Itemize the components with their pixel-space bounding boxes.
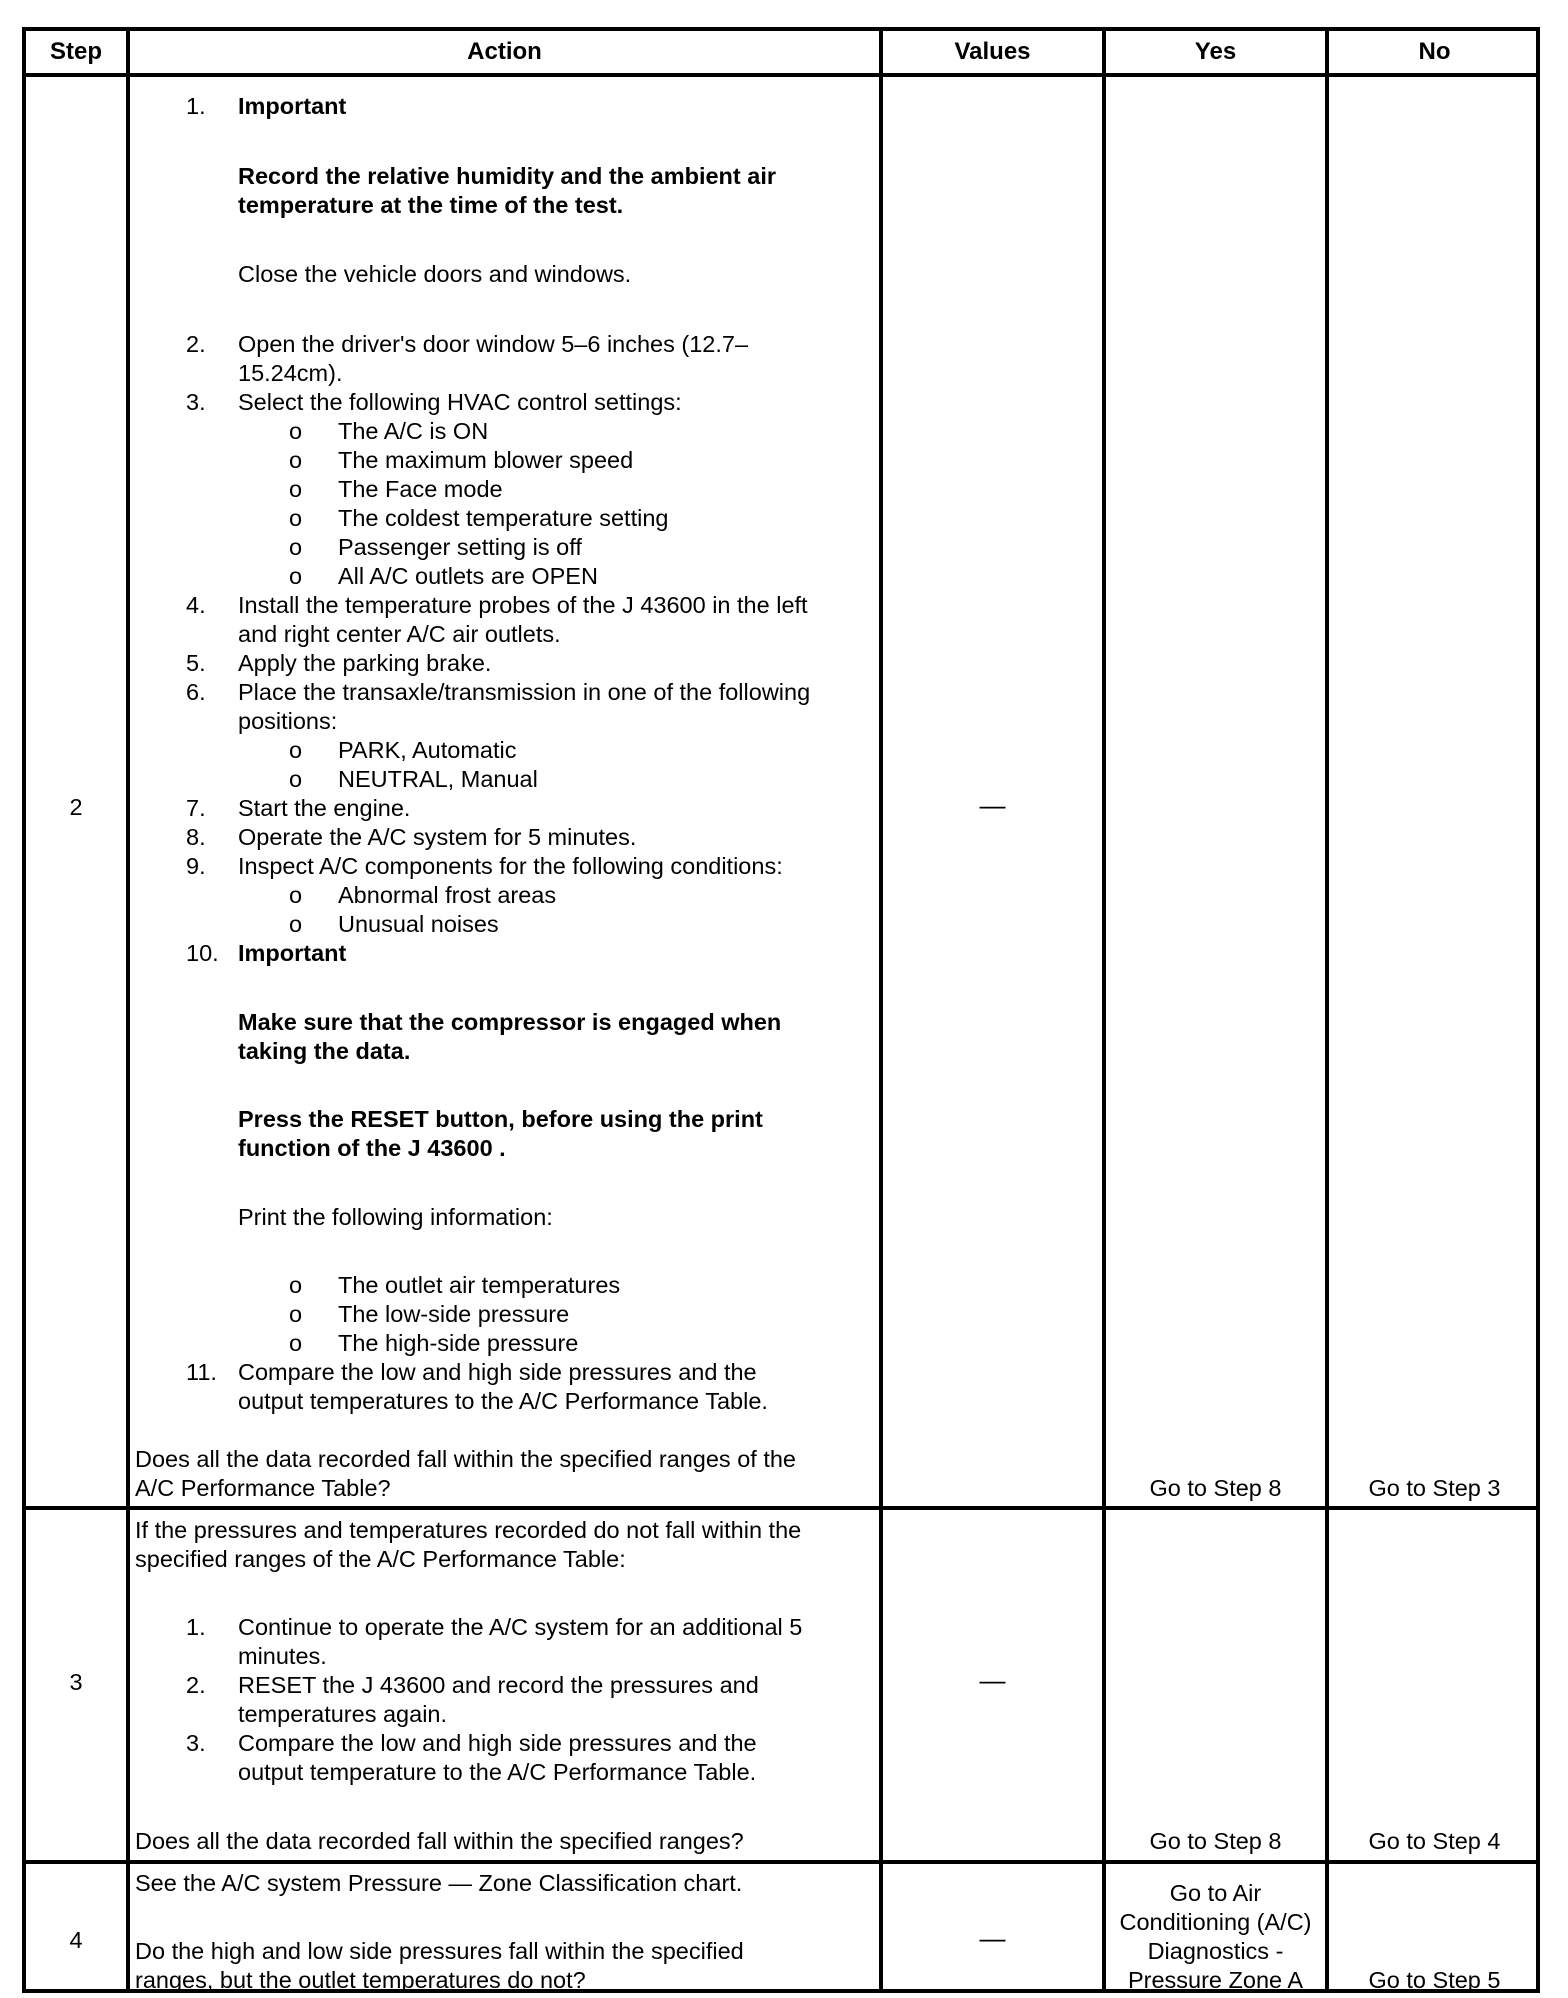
values-cell: —: [979, 790, 1006, 820]
header-action: Action: [467, 38, 542, 65]
yes-cell: Diagnostics -: [1147, 1938, 1284, 1964]
no-cell: Go to Step 5: [1368, 1967, 1501, 1993]
list-item-text: Open the driver's door window 5–6 inches (12.7–: [238, 331, 749, 357]
yes-cell: Go to Step 8: [1149, 1828, 1282, 1854]
header-no: No: [1418, 38, 1451, 65]
question-text: Does all the data recorded fall within the specified ranges?: [135, 1828, 744, 1854]
sub-item-text: Abnormal frost areas: [338, 882, 557, 908]
header-yes: Yes: [1194, 38, 1237, 65]
see-chart-text: See the A/C system Pressure — Zone Classification chart.: [135, 1870, 743, 1896]
list-number: 1.: [186, 1614, 206, 1640]
bullet-icon: o: [289, 766, 303, 792]
sub-item-text: The outlet air temperatures: [338, 1272, 621, 1298]
row-divider: [26, 1506, 1536, 1510]
important-label: Important: [238, 93, 347, 119]
list-item-text: minutes.: [238, 1643, 327, 1669]
list-item-text: and right center A/C air outlets.: [238, 621, 561, 647]
question-text: ranges, but the outlet temperatures do not?: [135, 1967, 586, 1993]
bullet-icon: o: [289, 476, 303, 502]
sub-item-text: The maximum blower speed: [338, 447, 634, 473]
bullet-icon: o: [289, 534, 303, 560]
list-number: 3.: [186, 389, 206, 415]
bullet-icon: o: [289, 1330, 303, 1356]
list-item-text: Place the transaxle/transmission in one of the following: [238, 679, 811, 705]
yes-cell: Pressure Zone A: [1127, 1967, 1304, 1993]
list-item-text: output temperatures to the A/C Performance Table.: [238, 1388, 768, 1414]
list-item-text: Close the vehicle doors and windows.: [238, 261, 632, 287]
header-values: Values: [954, 38, 1031, 65]
bullet-icon: o: [289, 447, 303, 473]
values-cell: —: [979, 1665, 1006, 1695]
no-cell: Go to Step 3: [1368, 1475, 1501, 1501]
sub-item-text: All A/C outlets are OPEN: [338, 563, 598, 589]
step-number: 3: [69, 1669, 83, 1695]
list-item-text: Inspect A/C components for the following conditions:: [238, 853, 783, 879]
list-number: 10.: [186, 940, 219, 966]
sub-item-text: The high-side pressure: [338, 1330, 579, 1356]
row-divider: [26, 1860, 1536, 1864]
bullet-icon: o: [289, 737, 303, 763]
important-text: function of the J 43600 .: [238, 1135, 506, 1161]
list-number: 4.: [186, 592, 206, 618]
list-item-text: Compare the low and high side pressures and the: [238, 1359, 757, 1385]
list-number: 11.: [186, 1359, 217, 1385]
yes-cell: Go to Step 8: [1149, 1475, 1282, 1501]
bullet-icon: o: [289, 1272, 303, 1298]
values-cell: —: [979, 1923, 1006, 1953]
question-text: Do the high and low side pressures fall within the specified: [135, 1938, 744, 1964]
list-number: 9.: [186, 853, 206, 879]
list-item-text: positions:: [238, 708, 338, 734]
col-divider: [1325, 31, 1329, 1989]
list-item-text: Select the following HVAC control settings:: [238, 389, 682, 415]
sub-item-text: Passenger setting is off: [338, 534, 582, 560]
col-divider: [1102, 31, 1106, 1989]
bullet-icon: o: [289, 505, 303, 531]
header-step: Step: [49, 38, 102, 65]
list-number: 1.: [186, 93, 206, 119]
sub-item-text: The low-side pressure: [338, 1301, 570, 1327]
row-divider: [26, 73, 1536, 77]
list-item-text: output temperature to the A/C Performance Table.: [238, 1759, 757, 1785]
col-divider: [126, 31, 130, 1989]
list-item-text: Print the following information:: [238, 1204, 553, 1230]
list-item-text: Apply the parking brake.: [238, 650, 492, 676]
important-text: Make sure that the compressor is engaged when: [238, 1009, 782, 1035]
sub-item-text: The coldest temperature setting: [338, 505, 669, 531]
bullet-icon: o: [289, 563, 303, 589]
bullet-icon: o: [289, 911, 303, 937]
sub-item-text: PARK, Automatic: [338, 737, 517, 763]
important-text: Record the relative humidity and the ambient air: [238, 163, 777, 189]
intro-text: specified ranges of the A/C Performance Table:: [135, 1546, 626, 1572]
list-number: 2.: [186, 1672, 206, 1698]
list-item-text: Start the engine.: [238, 795, 411, 821]
list-number: 5.: [186, 650, 206, 676]
list-item-text: Continue to operate the A/C system for an additional 5: [238, 1614, 803, 1640]
list-item-text: Compare the low and high side pressures and the: [238, 1730, 757, 1756]
step-number: 2: [69, 794, 83, 820]
intro-text: If the pressures and temperatures recorded do not fall within the: [135, 1517, 802, 1543]
col-divider: [879, 31, 883, 1989]
list-number: 3.: [186, 1730, 206, 1756]
bullet-icon: o: [289, 418, 303, 444]
yes-cell: Go to Air: [1169, 1880, 1262, 1906]
yes-cell: Conditioning (A/C): [1119, 1909, 1312, 1935]
sub-item-text: The A/C is ON: [338, 418, 489, 444]
important-text: taking the data.: [238, 1038, 411, 1064]
list-item-text: Operate the A/C system for 5 minutes.: [238, 824, 637, 850]
sub-item-text: The Face mode: [338, 476, 503, 502]
important-label: Important: [238, 940, 347, 966]
bullet-icon: o: [289, 1301, 303, 1327]
diagnostic-table: [22, 27, 1540, 1993]
question-text: Does all the data recorded fall within the specified ranges of the: [135, 1446, 797, 1472]
sub-item-text: Unusual noises: [338, 911, 499, 937]
list-item-text: temperatures again.: [238, 1701, 448, 1727]
step-number: 4: [69, 1927, 83, 1953]
list-number: 2.: [186, 331, 206, 357]
important-text: Press the RESET button, before using the print: [238, 1106, 763, 1132]
list-item-text: RESET the J 43600 and record the pressures and: [238, 1672, 759, 1698]
no-cell: Go to Step 4: [1368, 1828, 1501, 1854]
important-text: temperature at the time of the test.: [238, 192, 624, 218]
sub-item-text: NEUTRAL, Manual: [338, 766, 538, 792]
list-number: 7.: [186, 795, 206, 821]
list-item-text: 15.24cm).: [238, 360, 343, 386]
question-text: A/C Performance Table?: [135, 1475, 391, 1501]
list-number: 8.: [186, 824, 206, 850]
list-item-text: Install the temperature probes of the J 43600 in the left: [238, 592, 808, 618]
list-number: 6.: [186, 679, 206, 705]
bullet-icon: o: [289, 882, 303, 908]
